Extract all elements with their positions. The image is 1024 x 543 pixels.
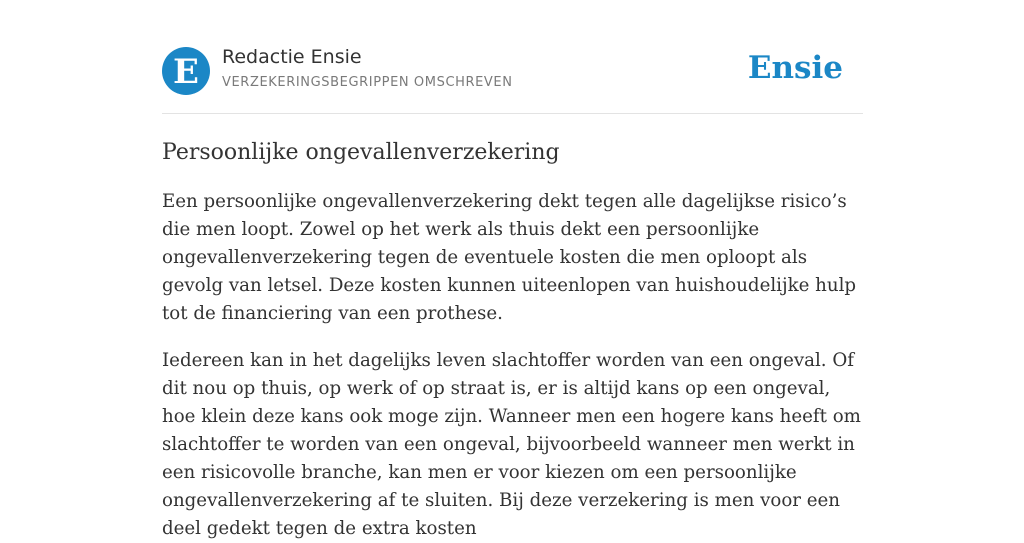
logo-letter: E [173,51,199,92]
article-header [162,0,863,114]
article-paragraph-1: Een persoonlijke ongevallenverzekering dekt tegen alle dagelijkse risico’s die men loopt. Zowel op het werk als thuis dekt een persoonlijke ongevallenverzekering tegen de eventuele kosten die men oploopt als gevolg van letsel. Deze kosten kunnen uiteenlopen van huishoudelijke hulp tot de financiering van een prothese. [162,191,857,324]
ensie-brand-logo[interactable]: Ensie [747,50,843,86]
author-name[interactable]: Redactie Ensie [222,46,362,68]
article-paragraph-2: Iedereen kan in het dagelijks leven slachtoffer worden van een ongeval. Of dit nou op thuis, op werk of op straat is, er is altijd kans op een ongeval, hoe klein deze kans ook moge zijn. Wanneer men een hogere kans heeft om slachtoffer te worden van een ongeval, bijvoorbeeld wanneer men werkt in een risicovolle branche, kan men er voor kiezen om een persoonlijke ongevallenverzekering af te sluiten. Bij deze verzekering is men voor een deel gedekt tegen de extra kosten [162,350,861,539]
category-subtitle[interactable]: VERZEKERINGSBEGRIPPEN OMSCHREVEN [222,75,513,90]
article-page [162,0,863,543]
ensie-logo-badge[interactable] [162,47,210,95]
article-title: Persoonlijke ongevallenverzekering [162,140,560,165]
